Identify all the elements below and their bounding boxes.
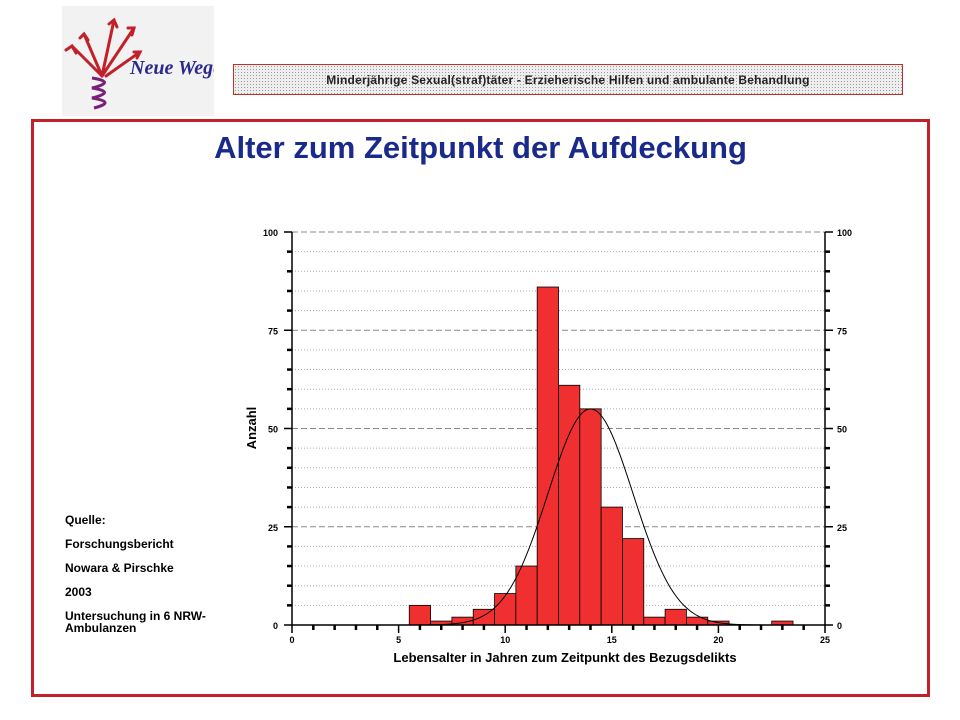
x-tick-label: 10 — [500, 635, 511, 645]
y-tick-label-left: 25 — [267, 522, 278, 533]
x-tick-label: 0 — [289, 635, 295, 645]
x-axis-label: Lebensalter in Jahren zum Zeitpunkt des Bezugsdelikts — [393, 650, 737, 665]
source-line: Quelle: — [65, 513, 106, 527]
histogram-bar — [495, 594, 516, 625]
x-tick-label: 25 — [819, 635, 831, 645]
histogram-bar — [622, 539, 643, 625]
source-line: Untersuchung in 6 NRW-Ambulanzen — [65, 609, 206, 635]
x-tick-label: 15 — [606, 635, 617, 645]
histogram-bar — [601, 507, 622, 625]
y-tick-label-left: 100 — [262, 228, 278, 238]
y-tick-label-right: 25 — [837, 522, 848, 533]
source-line: Nowara & Pirschke — [65, 561, 174, 575]
histogram-bar — [665, 609, 686, 625]
y-tick-label-left: 0 — [272, 621, 278, 631]
histogram-chart — [230, 210, 870, 670]
y-tick-label-left: 75 — [267, 326, 278, 337]
source-line: Forschungsbericht — [65, 537, 174, 551]
histogram-bar — [409, 605, 430, 625]
x-tick-label: 5 — [396, 635, 402, 645]
histogram-bar — [537, 287, 558, 625]
histogram-bar — [580, 409, 601, 625]
header-banner-text: Minderjährige Sexual(straf)täter - Erzieherische Hilfen und ambulante Behandlung — [326, 72, 810, 87]
source-note — [65, 514, 225, 646]
histogram-bar — [686, 617, 707, 625]
logo-graphic — [62, 6, 214, 116]
histogram-bar — [559, 385, 580, 625]
histogram-bar — [516, 566, 537, 625]
y-tick-label-right: 100 — [837, 228, 853, 238]
y-tick-label-right: 75 — [837, 326, 848, 337]
logo-text: Neue Wege — [130, 57, 214, 79]
histogram-bar — [644, 617, 665, 625]
header-banner — [233, 64, 903, 95]
bar-layer — [409, 287, 793, 625]
y-tick-label-right: 50 — [837, 424, 848, 435]
y-axis-label: Anzahl — [244, 406, 259, 450]
neue-wege-logo — [62, 6, 214, 116]
y-tick-label-left: 50 — [267, 424, 278, 435]
source-line: 2003 — [65, 585, 92, 599]
x-tick-label: 20 — [713, 635, 724, 645]
y-tick-label-right: 0 — [837, 621, 843, 631]
histogram-bar — [473, 609, 494, 625]
page-title: Alter zum Zeitpunkt der Aufdeckung — [214, 130, 747, 165]
